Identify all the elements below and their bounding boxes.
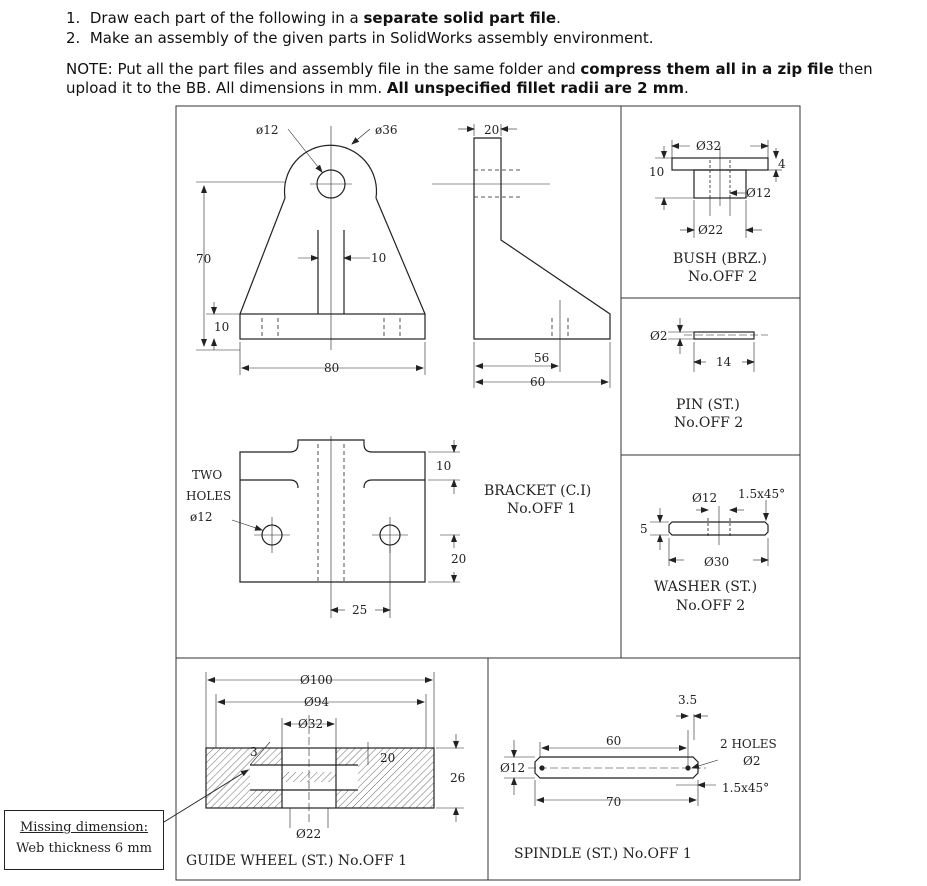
washer-view [669,522,768,535]
bush-title: BUSH (BRZ.) [673,251,768,267]
bracket-dim-web10: 10 [371,251,387,265]
bush-dim-4: 4 [778,157,786,171]
pin-view [694,332,754,339]
wheel-dim-26: 26 [450,771,466,785]
bracket-dim-25: 25 [352,603,368,617]
missing-dimension-callout [4,810,164,870]
bracket-dim-10: 10 [214,320,230,334]
spindle-holes-label-1: 2 HOLES [720,737,777,751]
bracket-top-view [240,440,425,582]
note-text: NOTE: Put all the part files and assembly file in the same folder and compress them all in a zip file then upload it to the BB. All dimensions in mm. All unspecified fillet radii are 2 mm. [66,60,873,97]
spindle-title: SPINDLE (ST.) No.OFF 1 [514,846,692,862]
pin-qty: No.OFF 2 [674,415,744,431]
guide-wheel-title: GUIDE WHEEL (ST.) No.OFF 1 [186,853,408,869]
bracket-dim-v10: 10 [436,459,452,473]
instruction-2: 2. Make an assembly of the given parts in SolidWorks assembly environment. [66,29,654,47]
callout-line-2: Web thickness 6 mm [16,841,152,856]
spindle-dim-70: 70 [606,795,622,809]
bracket-title: BRACKET (C.I) [484,483,592,499]
pin-dim-14: 14 [716,355,732,369]
instruction-1: 1. Draw each part of the following in a separate solid part file. [66,9,561,27]
bush-dim-10: 10 [649,165,665,179]
holes-label-1: TWO [192,468,223,482]
spindle-holes-label-2: Ø2 [743,754,761,768]
bracket-dim-d36: ø36 [375,123,398,137]
washer-dim-chamfer: 1.5x45° [738,487,786,501]
bush-dim-d22: Ø22 [698,223,724,237]
wheel-dim-d22: Ø22 [296,827,322,841]
bracket-dim-56: 56 [534,351,550,365]
guide-wheel-section [206,748,434,808]
bracket-qty: No.OFF 1 [507,501,577,517]
wheel-dim-3: 3 [250,745,258,759]
bracket-dim-v20: 20 [451,552,467,566]
pin-dim-d2: Ø2 [650,329,668,343]
bracket-dim-70: 70 [196,252,212,266]
washer-title: WASHER (ST.) [654,579,758,595]
wheel-dim-d32: Ø32 [298,717,324,731]
wheel-dim-20: 20 [380,751,396,765]
spindle-dim-d12: Ø12 [500,761,526,775]
bracket-side-view [474,138,610,339]
washer-dim-5: 5 [640,522,648,536]
spindle-dim-chamfer: 1.5x45° [722,781,770,795]
bush-qty: No.OFF 2 [688,269,758,285]
wheel-dim-d100: Ø100 [300,673,333,687]
washer-dim-d30: Ø30 [704,555,730,569]
bush-dim-d12: Ø12 [746,186,772,200]
holes-label-3: ø12 [190,510,213,524]
holes-label-2: HOLES [186,489,232,503]
spindle-view [535,757,698,778]
bracket-dim-d12: ø12 [256,123,279,137]
bracket-dim-20: 20 [484,123,500,137]
bracket-dim-60: 60 [530,375,546,389]
wheel-dim-d94: Ø94 [304,695,330,709]
bush-dim-d32: Ø32 [696,139,722,153]
callout-line-1: Missing dimension: [19,820,149,835]
bracket-front-view [240,145,425,339]
spindle-dim-60: 60 [606,734,622,748]
washer-dim-d12: Ø12 [692,491,718,505]
bracket-dim-80: 80 [324,361,340,375]
pin-title: PIN (ST.) [676,397,740,413]
spindle-dim-3-5: 3.5 [678,693,698,707]
washer-qty: No.OFF 2 [676,598,746,614]
